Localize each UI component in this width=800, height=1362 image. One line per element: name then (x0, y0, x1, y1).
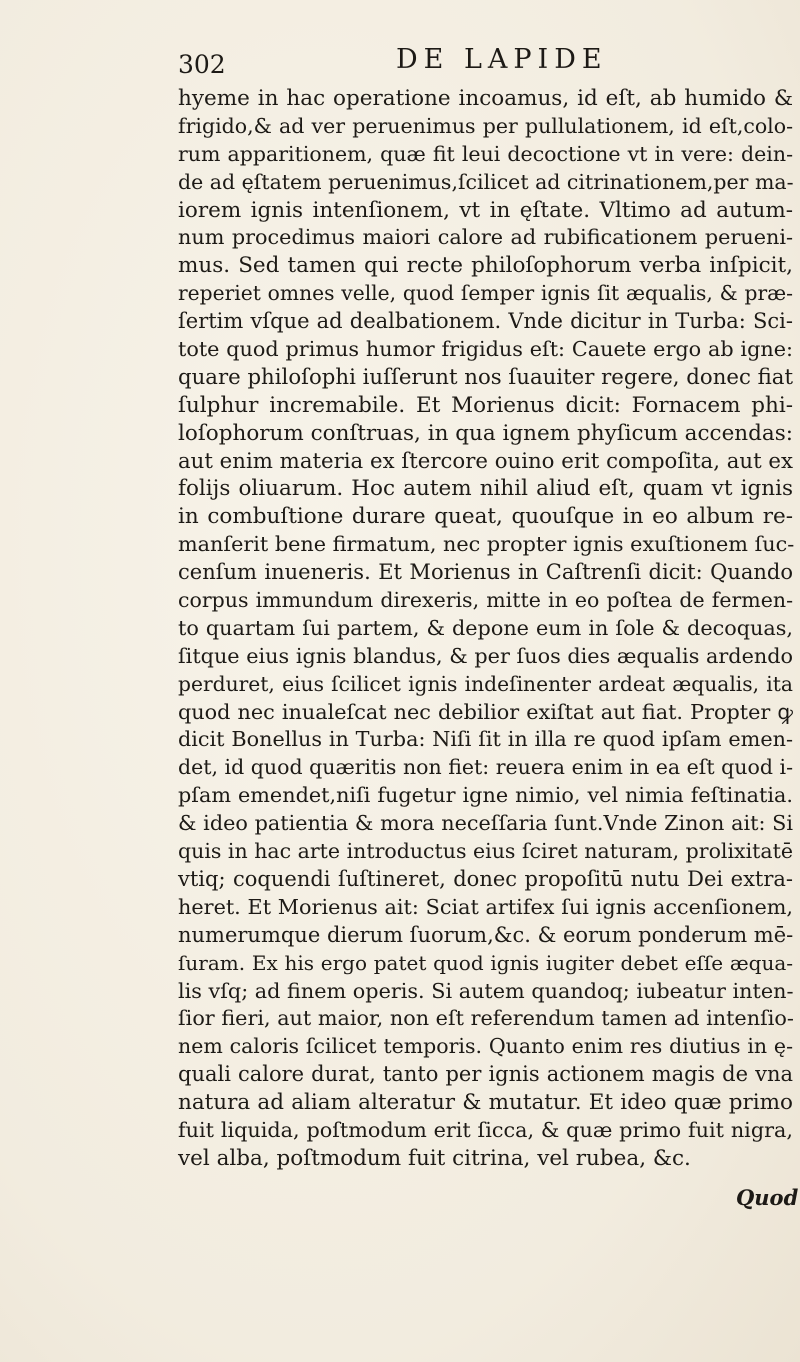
text-line: in combuſtione durare queat, quouſque in eo album re- (178, 504, 793, 530)
text-line: ſitque eius ignis blandus, & per ſuos dies æqualis ardendo (178, 643, 793, 668)
text-line: perduret, eius ſcilicet ignis indeſinenter ardeat æqualis, ita (178, 671, 793, 696)
text-line: to quartam ſui partem, & depone eum in ſole & decoquas, (178, 615, 793, 640)
text-line: nem caloris ſcilicet temporis. Quanto enim res diutius in ę- (178, 1034, 793, 1059)
running-title: DE LAPIDE (396, 44, 608, 75)
text-line: aut enim materia ex ſtercore ouino erit compoſita, aut ex (178, 448, 793, 474)
text-line: vtiq; coquendi ſuſtineret, donec propoſitū nutu Dei extra- (178, 866, 793, 891)
text-line: quis in hac arte introductus eius ſciret naturam, prolixitatē (178, 839, 793, 864)
text-line: manſerit bene firmatum, nec propter ignis exuſtionem ſuc- (178, 532, 795, 557)
text-line: frigido,& ad ver peruenimus per pullulationem, id eſt,colo- (178, 113, 793, 138)
text-line: ſuram. Ex his ergo patet quod ignis iugiter debet eſſe æqua- (178, 950, 793, 975)
text-line: ſertim vſque ad dealbationem. Vnde dicitur in Turba: Sci- (178, 309, 793, 334)
text-line: fuit liquida, poſtmodum erit ſicca, & quæ primo fuit nigra, (178, 1117, 793, 1142)
text-line: ſior fieri, aut maior, non eſt referendum tamen ad intenſio- (178, 1006, 794, 1031)
text-line: vel alba, poſtmodum fuit citrina, vel rubea, &c. (178, 1145, 691, 1171)
text-line: folijs oliuarum. Hoc autem nihil aliud eſt, quam vt ignis (178, 476, 793, 502)
text-line: natura ad aliam alteratur & mutatur. Et ideo quæ primo (178, 1090, 793, 1116)
text-line: heret. Et Morienus ait: Sciat artifex ſui ignis accenſionem, (178, 894, 793, 919)
text-line: quare philoſophi iuſſerunt nos ſuauiter regere, donec fiat (178, 364, 793, 390)
text-line: num procedimus maiori calore ad rubificationem perueni- (178, 225, 793, 250)
text-line: pſam emendet,niſi fugetur igne nimio, vel nimia feſtinatia. (178, 783, 793, 808)
text-line: cenſum inueneris. Et Morienus in Caſtrenſi dicit: Quando (178, 560, 793, 585)
text-line: hyeme in hac operatione incoamus, id eſt, ab humido & (178, 86, 793, 111)
text-line: mus. Sed tamen qui recte philoſophorum verba inſpicit, (178, 253, 793, 279)
text-line: reperiet omnes velle, quod ſemper ignis ſit æqualis, & præ- (178, 281, 793, 306)
text-line: & ideo patientia & mora neceſſaria ſunt.Vnde Zinon ait: Si (178, 811, 793, 836)
text-line: tote quod primus humor frigidus eſt: Cauete ergo ab igne: (178, 337, 793, 362)
text-line: ſulphur incremabile. Et Morienus dicit: Fornacem phi- (178, 392, 793, 418)
text-line: rum apparitionem, quæ fit leui decoctione vt in vere: dein- (178, 141, 793, 166)
page-header (178, 44, 798, 84)
text-line: iorem ignis intenſionem, vt in ęſtate. Vltimo ad autum- (178, 197, 793, 223)
text-line: corpus immundum direxeris, mitte in eo poſtea de fermen- (178, 588, 793, 613)
page-number: 302 (178, 50, 226, 79)
text-line: quali calore durat, tanto per ignis actionem magis de vna (178, 1062, 793, 1087)
text-line: lis vſq; ad finem operis. Si autem quandoq; iubeatur inten- (178, 978, 794, 1003)
body-text (178, 85, 793, 1173)
text-line: numerumque dierum ſuorum,&c. & eorum ponderum mē- (178, 922, 794, 947)
text-line: de ad ęſtatem peruenimus,ſcilicet ad citrinationem,per ma- (178, 169, 794, 194)
text-line: quod nec inualeſcat nec debilior exiſtat aut fiat. Propter ꝙ (178, 699, 793, 724)
text-line: loſophorum conſtruas, in qua ignem phyſicum accendas: (178, 420, 793, 446)
text-line: det, id quod quæritis non fiet: reuera enim in ea eſt quod i- (178, 755, 793, 780)
catchword: Quod (736, 1185, 799, 1210)
text-line: dicit Bonellus in Turba: Niſi ſit in illa re quod ipſam emen- (178, 727, 793, 752)
